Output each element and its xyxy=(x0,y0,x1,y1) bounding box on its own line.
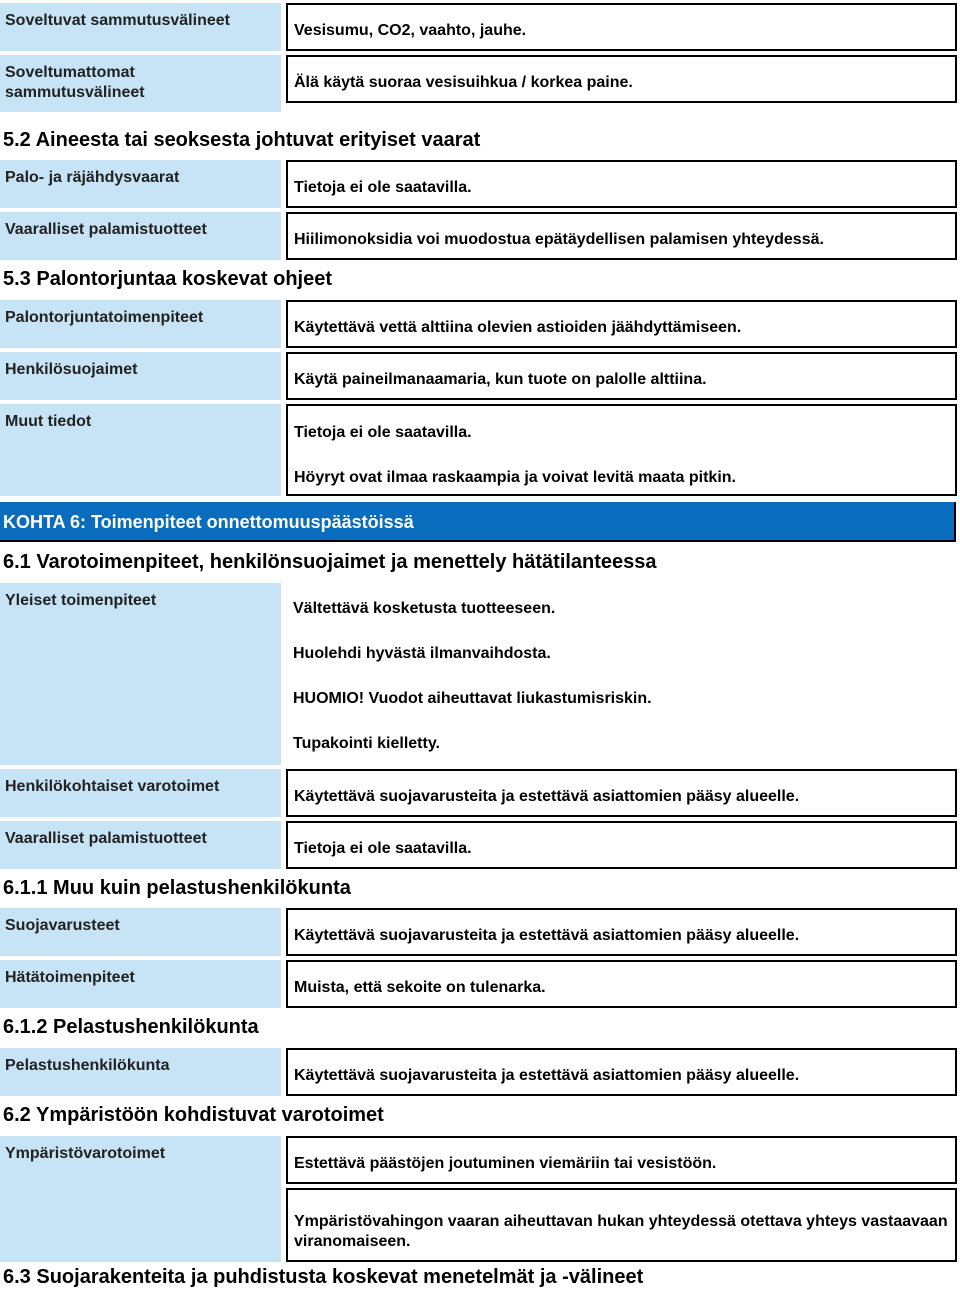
value-protective-gear xyxy=(286,908,957,956)
value-unsuitable-media xyxy=(286,55,957,103)
label-protective-gear: Suojavarusteet xyxy=(0,908,281,956)
general-measure-4: Tupakointi kielletty. xyxy=(293,735,440,752)
value-combustion-products-6 xyxy=(286,821,957,869)
value-protective-equipment xyxy=(286,352,957,400)
value-emergency-procedures xyxy=(286,960,957,1008)
label-unsuitable-media: Soveltumattomat sammutusvälineet xyxy=(0,55,281,112)
value-text: Tietoja ei ole saatavilla. xyxy=(294,179,472,196)
heading-5-3: 5.3 Palontorjuntaa koskevat ohjeet xyxy=(3,268,332,290)
label-combustion-products-6: Vaaralliset palamistuotteet xyxy=(0,821,281,869)
value-text: Ympäristövahingon vaaran aiheuttavan hukan yhteydessä otettava yhteys vastaavaan viranomaiseen. xyxy=(294,1213,948,1250)
label-fire-hazards: Palo- ja räjähdysvaarat xyxy=(0,160,281,208)
value-text: Hiilimonoksidia voi muodostua epätäydellisen palamisen yhteydessä. xyxy=(294,231,824,248)
value-environmental-1 xyxy=(286,1136,957,1184)
value-extinguishing-media xyxy=(286,3,957,51)
value-personal-precautions xyxy=(286,769,957,817)
general-measure-1: Vältettävä kosketusta tuotteeseen. xyxy=(293,600,556,617)
value-environmental-2 xyxy=(286,1188,957,1262)
value-fire-hazards xyxy=(286,160,957,208)
heading-6-1-2: 6.1.2 Pelastushenkilökunta xyxy=(3,1016,259,1038)
label-extinguishing-media: Soveltuvat sammutusvälineet xyxy=(0,3,281,51)
heading-6-2: 6.2 Ympäristöön kohdistuvat varotoimet xyxy=(3,1104,384,1126)
heading-6-1: 6.1 Varotoimenpiteet, henkilönsuojaimet ja menettely hätätilanteessa xyxy=(3,551,657,573)
label-emergency-procedures: Hätätoimenpiteet xyxy=(0,960,281,1008)
value-text: Tietoja ei ole saatavilla. xyxy=(294,424,472,441)
label-personal-precautions: Henkilökohtaiset varotoimet xyxy=(0,769,281,817)
heading-5-2: 5.2 Aineesta tai seoksesta johtuvat erityiset vaarat xyxy=(3,129,481,151)
heading-6-1-1: 6.1.1 Muu kuin pelastushenkilökunta xyxy=(3,877,351,899)
label-firefighting-measures: Palontorjuntatoimenpiteet xyxy=(0,300,281,348)
value-text: Älä käytä suoraa vesisuihkua / korkea paine. xyxy=(294,74,633,91)
label-general-measures: Yleiset toimenpiteet xyxy=(0,583,281,765)
general-measure-2: Huolehdi hyvästä ilmanvaihdosta. xyxy=(293,645,551,662)
value-text-extra: Höyryt ovat ilmaa raskaampia ja voivat levitä maata pitkin. xyxy=(294,469,736,486)
heading-6-3: 6.3 Suojarakenteita ja puhdistusta koskevat menetelmät ja -välineet xyxy=(3,1266,644,1288)
value-firefighting-measures xyxy=(286,300,957,348)
value-text: Käytettävä suojavarusteita ja estettävä asiattomien pääsy alueelle. xyxy=(294,927,800,944)
value-text: Käytettävä suojavarusteita ja estettävä asiattomien pääsy alueelle. xyxy=(294,788,800,805)
value-other-info xyxy=(286,404,957,496)
value-text: Vesisumu, CO2, vaahto, jauhe. xyxy=(294,22,527,39)
value-text: Muista, että sekoite on tulenarka. xyxy=(294,979,546,996)
label-environmental-precautions: Ympäristövarotoimet xyxy=(0,1136,281,1262)
section-6-header: KOHTA 6: Toimenpiteet onnettomuuspäästöissä xyxy=(0,502,956,542)
value-text: Käytettävä suojavarusteita ja estettävä asiattomien pääsy alueelle. xyxy=(294,1067,800,1084)
value-text: Estettävä päästöjen joutuminen viemäriin tai vesistöön. xyxy=(294,1155,717,1172)
value-text: Käytä paineilmanaamaria, kun tuote on palolle alttiina. xyxy=(294,371,707,388)
label-other-info: Muut tiedot xyxy=(0,404,281,496)
label-emergency-responders: Pelastushenkilökunta xyxy=(0,1048,281,1096)
label-protective-equipment: Henkilösuojaimet xyxy=(0,352,281,400)
general-measure-3: HUOMIO! Vuodot aiheuttavat liukastumisriskin. xyxy=(293,690,652,707)
value-combustion-products xyxy=(286,212,957,260)
value-text: Käytettävä vettä alttiina olevien astioiden jäähdyttämiseen. xyxy=(294,319,742,336)
value-emergency-responders xyxy=(286,1048,957,1096)
label-combustion-products: Vaaralliset palamistuotteet xyxy=(0,212,281,260)
value-text: Tietoja ei ole saatavilla. xyxy=(294,840,472,857)
